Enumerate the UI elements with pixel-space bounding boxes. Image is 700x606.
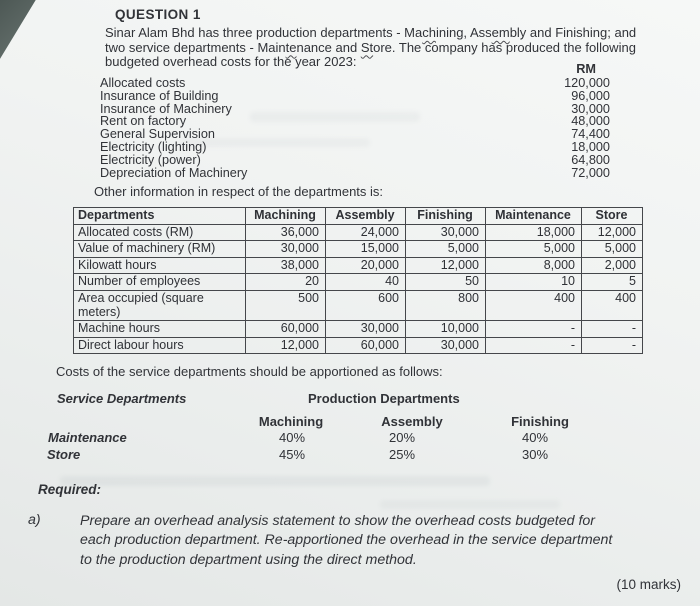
- cost-item-value: 72,000: [571, 165, 610, 180]
- value-cell: 30,000: [246, 241, 326, 258]
- value-cell: 20,000: [326, 257, 406, 274]
- value-cell: 400: [486, 290, 582, 320]
- cost-item-value: 120,000: [564, 76, 610, 90]
- row-label-cell: Number of employees: [74, 274, 246, 291]
- departments-table: [73, 207, 643, 354]
- cost-item-label: Allocated costs: [100, 76, 186, 90]
- cost-item-label: Insurance of Building: [100, 88, 219, 103]
- value-cell: 15,000: [326, 241, 406, 258]
- question-title: QUESTION 1: [115, 7, 201, 22]
- value-cell: 50: [406, 274, 486, 291]
- row-label-cell: Allocated costs (RM): [74, 224, 246, 241]
- photo-corner-shadow: [0, 0, 38, 64]
- cost-item-value: 18,000: [571, 139, 610, 154]
- value-cell: 400: [582, 290, 643, 320]
- production-column-header: Finishing: [511, 414, 569, 429]
- value-cell: 5: [582, 274, 643, 291]
- value-cell: -: [582, 321, 643, 338]
- cost-item-label: Electricity (power): [100, 152, 201, 167]
- value-cell: 5,000: [406, 241, 486, 258]
- value-cell: 40: [326, 274, 406, 291]
- cost-item-label: Rent on factory: [100, 114, 187, 129]
- table-header-cell: Finishing: [406, 208, 486, 225]
- table-row: [74, 257, 643, 274]
- value-cell: -: [486, 337, 582, 354]
- production-departments-heading: Production Departments: [308, 391, 460, 406]
- cost-item-label: Depreciation of Machinery: [100, 165, 248, 180]
- value-cell: 8,000: [486, 257, 582, 274]
- cost-item: [100, 154, 610, 167]
- value-cell: 18,000: [486, 224, 582, 241]
- value-cell: 36,000: [246, 224, 326, 241]
- value-cell: 12,000: [246, 337, 326, 354]
- cost-item: [100, 77, 610, 90]
- apportion-value: 30%: [521, 447, 549, 462]
- apportion-value: 20%: [388, 430, 416, 445]
- cost-item: [100, 167, 610, 180]
- service-departments-heading: Service Departments: [57, 391, 187, 406]
- value-cell: 60,000: [326, 337, 406, 354]
- table-row: [74, 274, 643, 291]
- required-paragraph-line: to the production department using the direct method.: [80, 551, 417, 568]
- cost-item-label: General Supervision: [100, 127, 215, 142]
- cost-item: [100, 90, 610, 103]
- intro-line: two service departments - Maintenance and Store. The company has produced the following: [105, 39, 636, 55]
- value-cell: 60,000: [246, 321, 326, 338]
- table-row: [74, 241, 643, 258]
- cost-item-label: Insurance of Machinery: [100, 101, 232, 116]
- marks-label: (10 marks): [616, 577, 681, 592]
- table-row: [74, 337, 643, 354]
- value-cell: -: [486, 321, 582, 338]
- value-cell: 600: [326, 290, 406, 320]
- apportion-value: 45%: [278, 447, 306, 462]
- cost-list: [100, 62, 610, 179]
- required-paragraph: [80, 512, 698, 570]
- value-cell: 10: [486, 274, 582, 291]
- cost-item: [100, 141, 610, 154]
- cost-item-value: 30,000: [571, 101, 610, 116]
- service-row-label: Store: [47, 447, 81, 462]
- intro-line: Sinar Alam Bhd has three production departments - Machining, Assembly and Finishing; and: [105, 25, 637, 40]
- value-cell: 30,000: [406, 337, 486, 354]
- cost-item-value: 96,000: [571, 88, 610, 103]
- value-cell: 30,000: [326, 321, 406, 338]
- row-label-cell: Value of machinery (RM): [74, 241, 246, 258]
- row-label-cell: Machine hours: [74, 321, 246, 338]
- other-info-text: Other information in respect of the departments is:: [94, 184, 384, 199]
- cost-item-label: Electricity (lighting): [100, 139, 207, 154]
- value-cell: 2,000: [582, 257, 643, 274]
- value-cell: 12,000: [406, 257, 486, 274]
- table-header-cell: Machining: [246, 208, 326, 225]
- apportion-intro-text: Costs of the service departments should be apportioned as follows:: [56, 364, 443, 379]
- apportion-value: 40%: [278, 430, 306, 445]
- value-cell: 5,000: [582, 241, 643, 258]
- table-header-cell: Departments: [74, 208, 246, 225]
- intro-line: budgeted overhead costs for the year 2023:: [105, 54, 357, 70]
- value-cell: -: [582, 337, 643, 354]
- value-cell: 20: [246, 274, 326, 291]
- currency-header: RM: [576, 62, 596, 76]
- service-row-label: Maintenance: [48, 430, 127, 445]
- value-cell: 10,000: [406, 321, 486, 338]
- apportion-value: 25%: [388, 447, 416, 462]
- value-cell: 38,000: [246, 257, 326, 274]
- production-column-header: Machining: [258, 414, 324, 429]
- table-header-row: [74, 208, 643, 225]
- row-label-cell: Kilowatt hours: [74, 257, 246, 274]
- value-cell: 500: [246, 290, 326, 320]
- cost-item-value: 74,400: [571, 127, 610, 142]
- table-header-cell: Assembly: [326, 208, 406, 225]
- row-label-cell: Area occupied (square meters): [74, 290, 246, 320]
- table-row: [74, 321, 643, 338]
- apportion-value: 40%: [521, 430, 549, 445]
- value-cell: 800: [406, 290, 486, 320]
- item-label: a): [28, 512, 41, 528]
- required-paragraph-line: each production department. Re-apportioned the overhead in the service department: [80, 532, 613, 549]
- table-header-cell: Store: [582, 208, 643, 225]
- required-heading: Required:: [38, 482, 102, 497]
- cost-item-value: 48,000: [571, 114, 610, 129]
- cost-item-value: 64,800: [571, 152, 610, 167]
- table-row: [74, 290, 643, 320]
- table-header-cell: Maintenance: [486, 208, 582, 225]
- show-through-smudge: [60, 476, 490, 486]
- production-column-header: Assembly: [381, 414, 443, 429]
- value-cell: 5,000: [486, 241, 582, 258]
- value-cell: 24,000: [326, 224, 406, 241]
- value-cell: 12,000: [582, 224, 643, 241]
- show-through-smudge: [380, 500, 560, 509]
- required-paragraph-line: Prepare an overhead analysis statement to show the overhead costs budgeted for: [80, 513, 596, 529]
- table-row: [74, 224, 643, 241]
- value-cell: 30,000: [406, 224, 486, 241]
- row-label-cell: Direct labour hours: [74, 337, 246, 354]
